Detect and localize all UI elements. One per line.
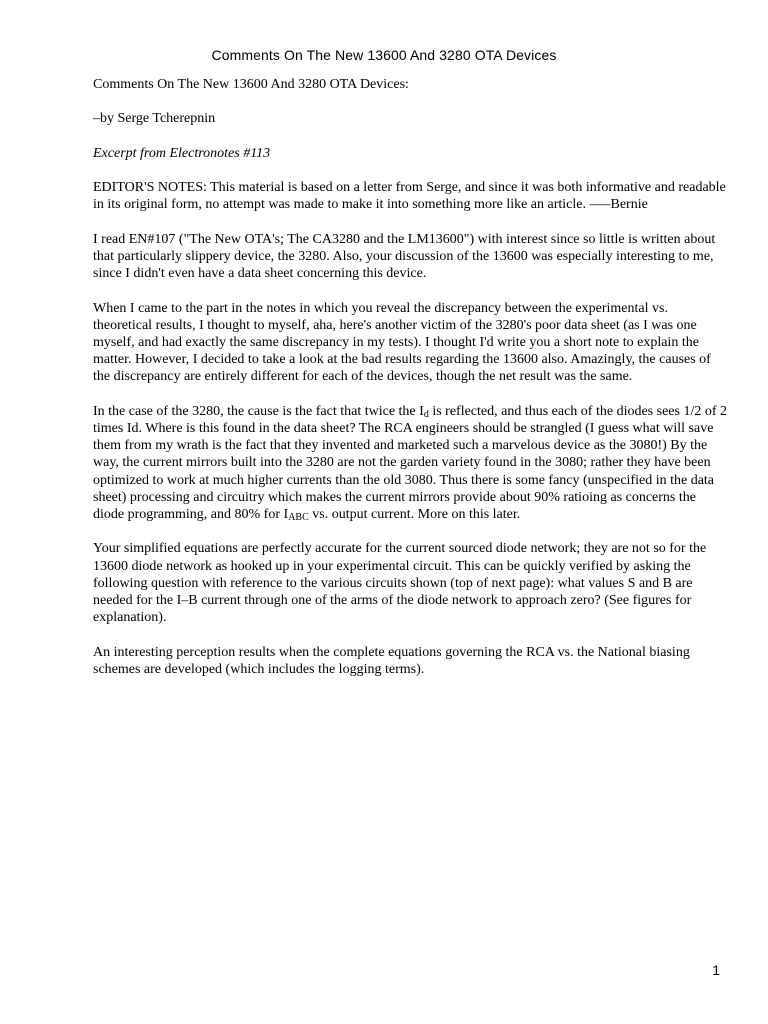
editors-note: EDITOR'S NOTES: This material is based on a letter from Serge, and since it was both informative and readable in its original form, no attempt was made to make it into something more like an article. –––Bernie	[93, 180, 726, 213]
paragraph-3-part-b: is reflected, and thus each of the diodes sees 1/2 of 2 times Id. Where is this found in the data sheet? The RCA engineers should be strangled (I guess what will save them from my wrath is the fact that they invented and marketed such a marvelous device as the 3080!) By the way, the current mirrors built into the 3280 are not the garden variety found in the 3080; rather they have been optimized to work at much higher currents than the old 3080. Thus there is some fancy (unspecified in the data sheet) processing and circuitry which makes the current mirrors provide about 90% ratioing as concerns the diode programming, and 80% for I	[93, 403, 727, 522]
paragraph-2: When I came to the part in the notes in which you reveal the discrepancy between the experimental vs. theoretical results, I thought to myself, aha, here's another victim of the 3280's poor data sheet (as I was one myself, and had exactly the same discrepancy in my tests). I thought I'd write you a short note to explain the matter. However, I decided to take a look at the bad results regarding the 13600 also. Amazingly, the causes of the discrepancy are entirely different for each of the devices, though the net result was the same.	[93, 300, 711, 385]
subscript-d: d	[423, 408, 429, 420]
paragraph-1: I read EN#107 ("The New OTA's; The CA3280 and the LM13600") with interest since so little is written about that particularly slippery device, the 3280. Also, your discussion of the 13600 was especially interesting to me, since I didn't even have a data sheet concerning this device.	[93, 231, 716, 282]
paragraph-4: Your simplified equations are perfectly accurate for the current sourced diode network; they are not so for the 13600 diode network as hooked up in your experimental circuit. This can be quickly verified by asking the following question with reference to the various circuits shown (top of next page): what values S and B are needed for the I–B current through one of the arms of the diode network to approach zero? (See figures for explanation).	[93, 541, 707, 626]
article-byline: –by Serge Tcherepnin	[93, 111, 216, 127]
paragraph-3-part-a: In the case of the 3280, the cause is the fact that twice the I	[93, 403, 424, 419]
page-number: 1	[712, 962, 720, 978]
article-heading: Comments On The New 13600 And 3280 OTA Devices:	[93, 77, 409, 92]
subscript-abc: ABC	[288, 511, 309, 523]
paragraph-5: An interesting perception results when the complete equations governing the RCA vs. the National biasing schemes are developed (which includes the logging terms).	[93, 644, 690, 677]
paragraph-3-part-c: vs. output current. More on this later.	[308, 506, 521, 522]
page-header-title: Comments On The New 13600 And 3280 OTA Devices	[211, 47, 557, 63]
paragraph-3	[93, 403, 729, 523]
article-body	[93, 76, 729, 695]
article-source: Excerpt from Electronotes #113	[93, 145, 271, 161]
